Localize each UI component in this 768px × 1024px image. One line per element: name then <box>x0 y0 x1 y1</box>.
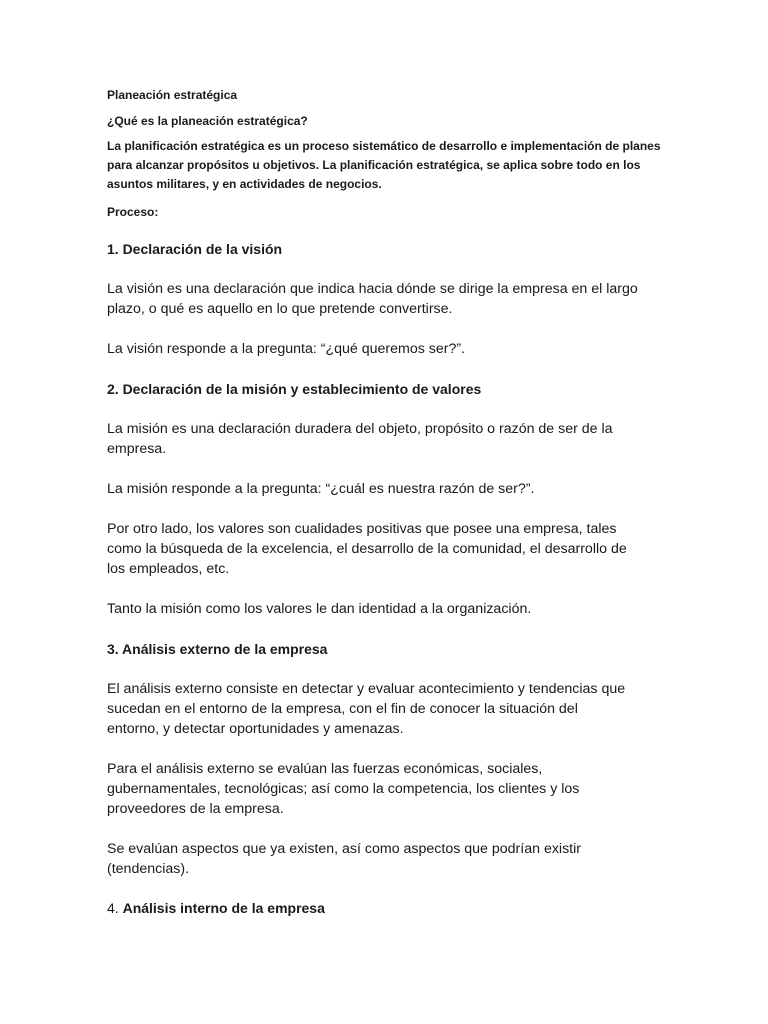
text-line: entorno, y detectar oportunidades y amenazas. <box>107 721 404 737</box>
text-line: (tendencias). <box>107 861 190 877</box>
section-3-paragraph-3 <box>107 839 667 879</box>
section-2-paragraph-2: La misión responde a la pregunta: “¿cuál es nuestra razón de ser?”. <box>107 481 535 497</box>
text-line: Por otro lado, los valores son cualidades positivas que posee una empresa, tales <box>107 521 617 537</box>
section-1-paragraph-1 <box>107 279 667 319</box>
text-line: los empleados, etc. <box>107 561 230 577</box>
proceso-label: Proceso: <box>107 205 159 219</box>
intro-line: La planificación estratégica es un proceso sistemático de desarrollo e implementación de planes <box>107 139 661 153</box>
document-content <box>107 86 667 918</box>
section-2-paragraph-4: Tanto la misión como los valores le dan identidad a la organización. <box>107 601 532 617</box>
text-line: gubernamentales, tecnológicas; así como la competencia, los clientes y los <box>107 781 580 797</box>
section-1-paragraph-2: La visión responde a la pregunta: “¿qué queremos ser?”. <box>107 341 466 357</box>
text-line: empresa. <box>107 441 167 457</box>
text-line: plazo, o qué es aquello en lo que pretende convertirse. <box>107 301 453 317</box>
section-heading-3: 3. Análisis externo de la empresa <box>107 641 328 657</box>
section-heading-2: 2. Declaración de la misión y establecimiento de valores <box>107 381 482 397</box>
text-line: sucedan en el entorno de la empresa, con el fin de conocer la situación del <box>107 701 578 717</box>
document-title: Planeación estratégica <box>107 88 238 102</box>
section-3-paragraph-1 <box>107 679 667 739</box>
section-number: 4. <box>107 900 123 916</box>
intro-line: para alcanzar propósitos u objetivos. La planificación estratégica, se aplica sobre todo en los <box>107 158 641 172</box>
section-3-paragraph-2 <box>107 759 667 819</box>
section-heading-1: 1. Declaración de la visión <box>107 241 283 257</box>
section-2-paragraph-1 <box>107 419 667 459</box>
section-heading-text: Análisis interno de la empresa <box>122 900 325 916</box>
text-line: Se evalúan aspectos que ya existen, así como aspectos que podrían existir <box>107 841 581 857</box>
text-line: proveedores de la empresa. <box>107 801 284 817</box>
text-line: como la búsqueda de la excelencia, el desarrollo de la comunidad, el desarrollo de <box>107 541 627 557</box>
text-line: El análisis externo consiste en detectar y evaluar acontecimiento y tendencias que <box>107 681 626 697</box>
intro-line: asuntos militares, y en actividades de negocios. <box>107 177 382 191</box>
section-heading-4 <box>107 898 667 918</box>
text-line: Para el análisis externo se evalúan las fuerzas económicas, sociales, <box>107 761 543 777</box>
text-line: La misión es una declaración duradera del objeto, propósito o razón de ser de la <box>107 421 613 437</box>
section-2-paragraph-3 <box>107 519 667 579</box>
intro-paragraph <box>107 137 667 194</box>
text-line: La visión es una declaración que indica hacia dónde se dirige la empresa en el largo <box>107 281 638 297</box>
question-heading: ¿Qué es la planeación estratégica? <box>107 114 308 128</box>
